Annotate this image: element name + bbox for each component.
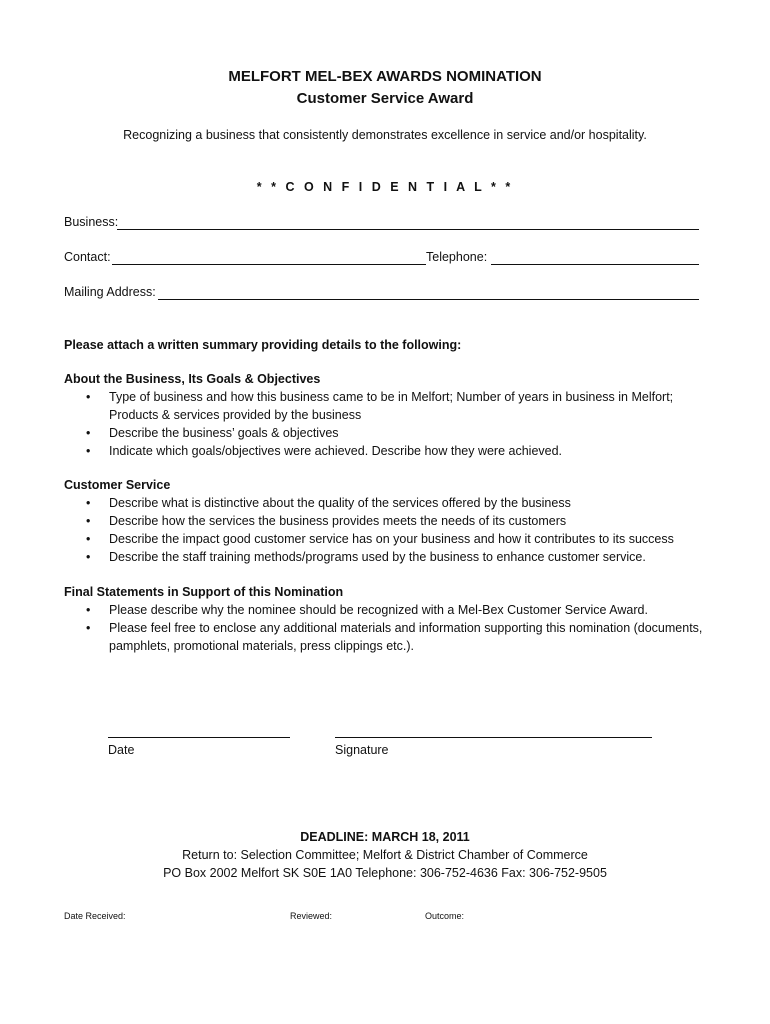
- telephone-line[interactable]: [491, 264, 699, 265]
- telephone-label: Telephone:: [426, 250, 488, 264]
- business-line[interactable]: [117, 229, 699, 230]
- outcome-label: Outcome:: [425, 911, 465, 921]
- list-item: • Describe the business’ goals & objectives: [64, 424, 714, 442]
- section-heading: Customer Service: [64, 478, 171, 492]
- list-item: • Please feel free to enclose any additional materials and information supporting this nomination (documents, pamphlets, promotional materials, press clippings etc.).: [64, 619, 714, 655]
- form-subtitle: Customer Service Award: [296, 90, 474, 107]
- section-final-statements: [64, 583, 714, 655]
- list-item: • Describe the impact good customer service has on your business and how it contributes to its success: [64, 530, 714, 548]
- contact-label: Contact:: [64, 250, 111, 264]
- confidential-banner: * * C O N F I D E N T I A L * *: [256, 180, 514, 194]
- bullet-list: [64, 494, 714, 566]
- telephone-field[interactable]: [426, 248, 699, 266]
- return-to: Return to: Selection Committee; Melfort & District Chamber of Commerce: [182, 848, 588, 862]
- section-about-business: [64, 370, 714, 460]
- date-line[interactable]: [108, 737, 290, 738]
- reviewed-label: Reviewed:: [290, 911, 333, 921]
- list-item: • Describe the staff training methods/programs used by the business to enhance customer service.: [64, 548, 714, 566]
- list-item: • Describe how the services the business provides meets the needs of its customers: [64, 512, 714, 530]
- date-received-label: Date Received:: [64, 911, 126, 921]
- mailing-address-line[interactable]: [158, 299, 699, 300]
- form-title: MELFORT MEL-BEX AWARDS NOMINATION: [228, 68, 542, 85]
- section-customer-service: [64, 476, 714, 566]
- section-heading: Final Statements in Support of this Nomination: [64, 585, 344, 599]
- mailing-address-field[interactable]: [64, 283, 699, 301]
- business-label: Business:: [64, 215, 119, 229]
- mailing-address-label: Mailing Address:: [64, 285, 156, 299]
- contact-address: PO Box 2002 Melfort SK S0E 1A0 Telephone: 306-752-4636 Fax: 306-752-9505: [163, 866, 607, 880]
- list-item: • Indicate which goals/objectives were achieved. Describe how they were achieved.: [64, 442, 714, 460]
- business-field[interactable]: [64, 213, 699, 231]
- bullet-list: [64, 388, 714, 460]
- contact-line[interactable]: [112, 264, 426, 265]
- intro-text: Recognizing a business that consistently demonstrates excellence in service and/or hospitality.: [123, 128, 647, 142]
- date-label: Date: [108, 743, 135, 757]
- signature-label: Signature: [335, 743, 389, 757]
- section-heading: About the Business, Its Goals & Objectives: [64, 372, 321, 386]
- bullet-list: [64, 601, 714, 655]
- instructions-heading: Please attach a written summary providing details to the following:: [64, 338, 462, 352]
- list-item: • Type of business and how this business came to be in Melfort; Number of years in business in Melfort; Products & services provided by the business: [64, 388, 714, 424]
- contact-field[interactable]: [64, 248, 426, 266]
- list-item: • Please describe why the nominee should be recognized with a Mel-Bex Customer Service Award.: [64, 601, 714, 619]
- deadline: DEADLINE: MARCH 18, 2011: [300, 830, 470, 844]
- signature-line[interactable]: [335, 737, 652, 738]
- list-item: • Describe what is distinctive about the quality of the services offered by the business: [64, 494, 714, 512]
